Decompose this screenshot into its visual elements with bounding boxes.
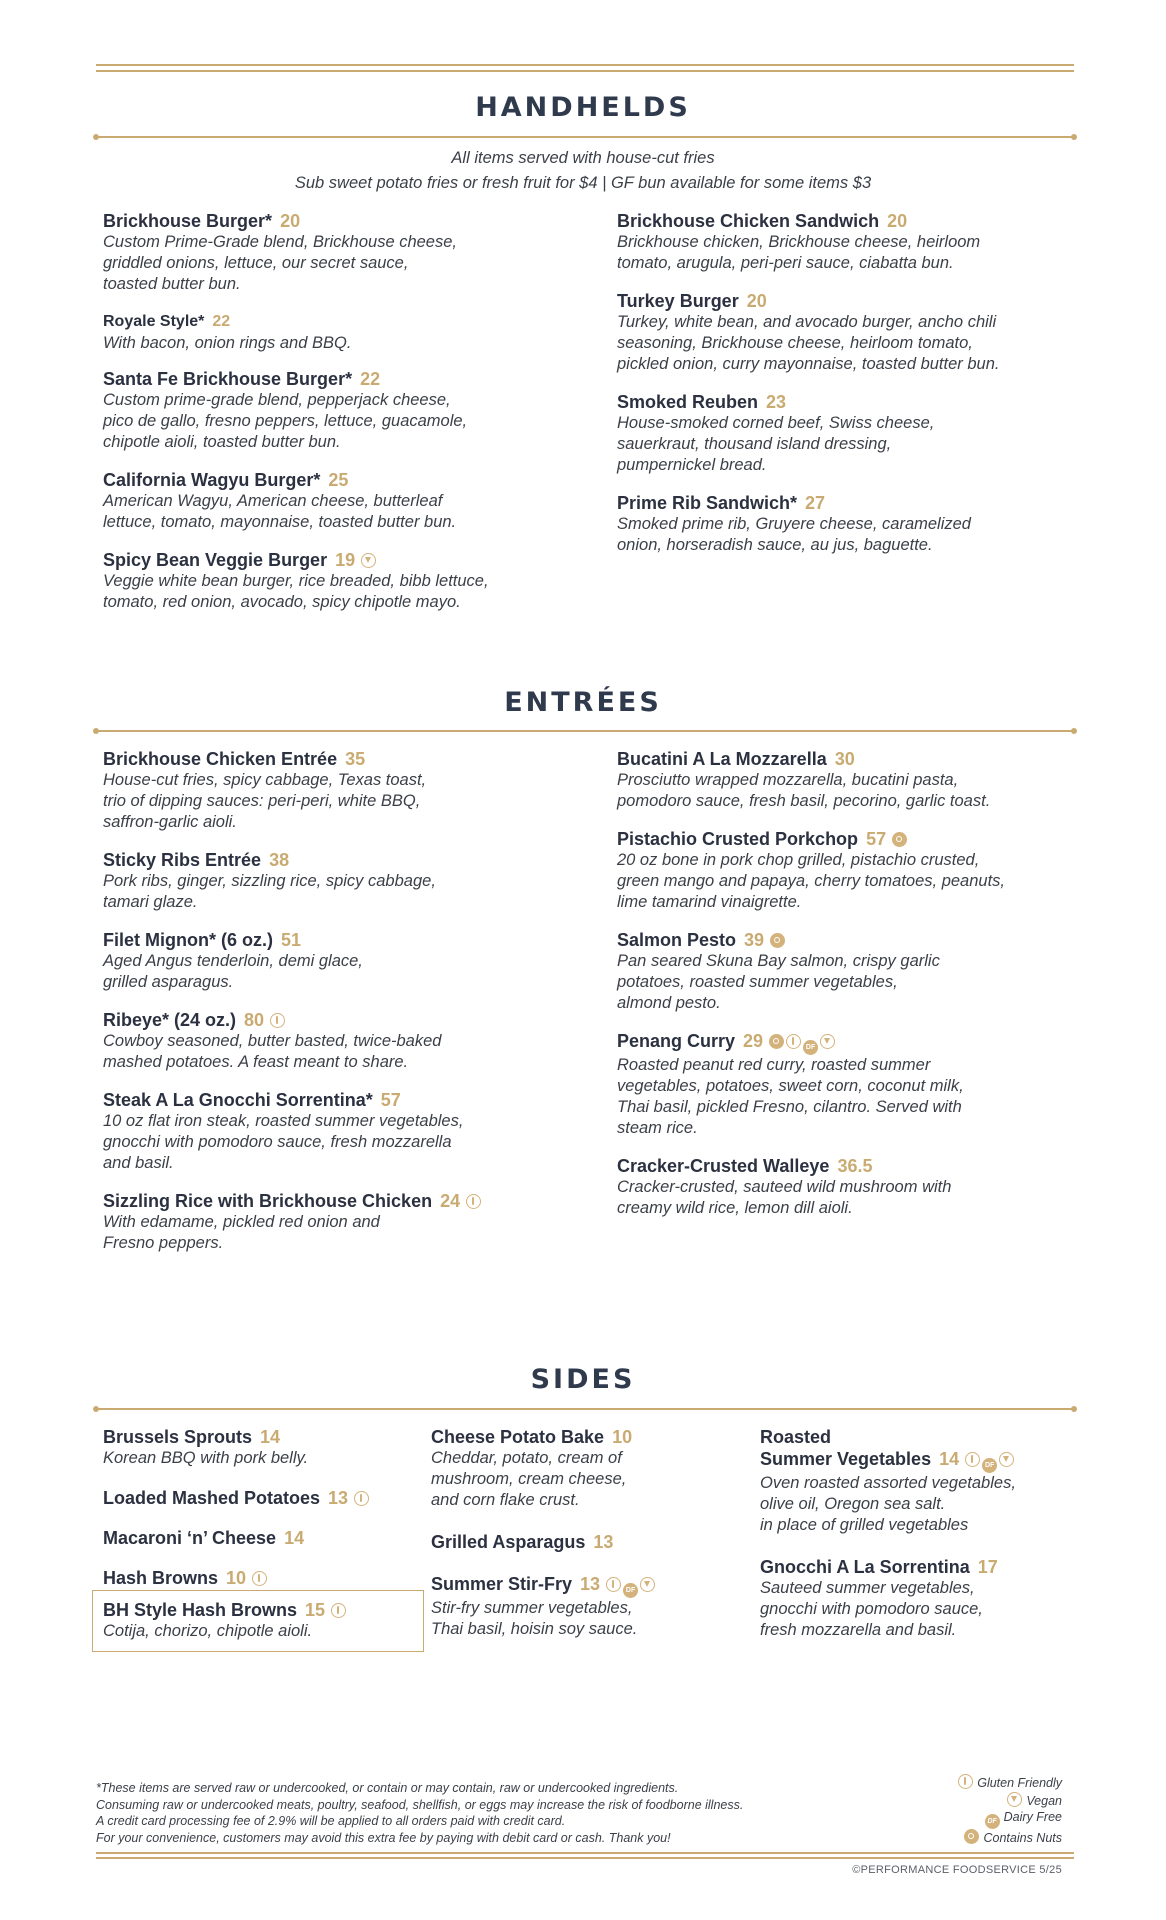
item-name: Turkey Burger [617,291,739,311]
item-name: Summer Stir-Fry [431,1574,573,1594]
item-description: seasoning, Brickhouse cheese, heirloom tomato, [617,334,973,352]
item-title-row [103,368,573,390]
item-name: Summer Vegetables [760,1449,932,1469]
legend-label: Gluten Friendly [977,1776,1062,1790]
item-description: pico de gallo, fresno peppers, lettuce, guacamole, [103,412,468,430]
item-price: 57 [380,1090,401,1110]
item-name: Brickhouse Chicken Sandwich [617,211,880,231]
menu-item [103,368,573,453]
menu-item [760,1556,1080,1641]
handhelds-right-column [617,210,1087,572]
menu-item [103,1567,423,1589]
dairy-free-icon: DF [985,1814,1000,1829]
item-description: 20 oz bone in pork chop grilled, pistachio crusted, [617,851,980,869]
item-title-row [103,1599,413,1621]
item-description: lettuce, tomato, mayonnaise, toasted butter bun. [103,513,457,531]
menu-item [103,1089,583,1174]
footnote [96,1780,743,1846]
item-description: Custom prime-grade blend, pepperjack cheese, [103,391,451,409]
item-price: 39 [744,930,765,950]
item-title-row [103,849,583,871]
item-description: Cowboy seasoned, butter basted, twice-baked [103,1032,442,1050]
item-description: and corn flake crust. [431,1491,580,1509]
item-description: Aged Angus tenderloin, demi glace, [103,952,363,970]
item-title-row [431,1573,731,1598]
item-description: Prosciutto wrapped mozzarella, bucatini pasta, [617,771,959,789]
legend-label: Contains Nuts [983,1831,1062,1845]
item-description: Cotija, chorizo, chipotle aioli. [103,1622,313,1640]
item-title-row [103,748,583,770]
copyright: ©PERFORMANCE FOODSERVICE 5/25 [852,1864,1062,1876]
item-price: 17 [977,1557,998,1577]
item-description: Turkey, white bean, and avocado burger, ancho chili [617,313,997,331]
item-description: tamari glaze. [103,893,198,911]
item-description: green mango and papaya, cherry tomatoes, peanuts, [617,872,1005,890]
gluten-friendly-icon [466,1194,481,1209]
item-description: Custom Prime-Grade blend, Brickhouse cheese, [103,233,457,251]
item-description: Korean BBQ with pork belly. [103,1449,309,1467]
menu-item [431,1573,731,1640]
item-price: 14 [260,1427,281,1447]
item-title-row [103,549,573,571]
menu-item [103,1009,583,1073]
boxed-item [92,1590,424,1652]
legend-label: Vegan [1026,1793,1062,1808]
item-description: olive oil, Oregon sea salt. [760,1495,946,1513]
item-price: 35 [345,749,366,769]
item-price: 25 [328,470,349,490]
item-description: Sauteed summer vegetables, [760,1579,975,1597]
item-description: trio of dipping sauces: peri-peri, white BBQ, [103,792,421,810]
menu-item [431,1426,731,1511]
footnote-line: For your convenience, customers may avoid this extra fee by paying with debit card or cash. Thank you! [96,1830,671,1845]
contains-nuts-icon [892,832,907,847]
dairy-free-icon: DF [803,1040,818,1055]
item-title-row [103,311,573,333]
contains-nuts-icon [769,1034,784,1049]
menu-item [103,311,573,354]
item-title-row [617,210,1087,232]
item-name: Penang Curry [617,1031,736,1051]
item-name: Santa Fe Brickhouse Burger* [103,369,353,389]
menu-item [617,748,1087,812]
item-description: lime tamarind vinaigrette. [617,893,802,911]
item-name: Cheese Potato Bake [431,1427,605,1447]
item-name: Cracker-Crusted Walleye [617,1156,830,1176]
item-price: 51 [280,930,302,950]
item-name: Filet Mignon* (6 oz.) [103,930,273,950]
section-rule [96,730,1074,732]
bottom-rule [96,1852,1074,1854]
item-description: saffron-garlic aioli. [103,813,237,831]
item-price: 14 [284,1528,305,1548]
menu-item [103,549,573,613]
item-price: 22 [212,313,231,330]
menu-item [617,290,1087,375]
item-description: Cheddar, potato, cream of [431,1449,622,1467]
gluten-friendly-icon [252,1571,267,1586]
sides-column-2 [431,1426,731,1660]
menu-item [617,1030,1087,1139]
legend-row [956,1829,1062,1847]
footnote-line: Consuming raw or undercooked meats, poultry, seafood, shellfish, or eggs may increase the risk of foodborne illness. [96,1797,744,1812]
item-title-row [760,1556,1080,1578]
item-name: Grilled Asparagus [431,1532,586,1552]
gluten-friendly-icon [786,1034,801,1049]
item-price: 22 [360,369,381,389]
item-description: Roasted peanut red curry, roasted summer [617,1056,931,1074]
section-rule [96,136,1074,138]
gluten-friendly-icon [331,1603,346,1618]
item-name: California Wagyu Burger* [103,470,321,490]
item-description: toasted butter bun. [103,275,241,293]
sides-column-1 [103,1426,423,1607]
item-description: steam rice. [617,1119,698,1137]
menu-item [103,748,583,833]
item-price: 13 [580,1574,601,1594]
item-name: Brussels Sprouts [103,1427,253,1447]
legend-label: Dairy Free [1003,1810,1062,1824]
contains-nuts-icon [770,933,785,948]
menu-item [617,391,1087,476]
item-description: creamy wild rice, lemon dill aioli. [617,1199,853,1217]
item-price: 20 [887,211,908,231]
item-title-row [103,1527,423,1549]
item-description: Stir-fry summer vegetables, [431,1599,633,1617]
gluten-friendly-icon [270,1013,285,1028]
section-title-entrees: ENTRÉES [504,687,662,718]
item-title-row [103,929,583,951]
item-name: Ribeye* (24 oz.) [103,1010,237,1030]
menu-item [617,929,1087,1014]
item-name: Bucatini A La Mozzarella [617,749,827,769]
item-description: fresh mozzarella and basil. [760,1621,957,1639]
gluten-friendly-icon [958,1774,973,1789]
item-name: Gnocchi A La Sorrentina [760,1557,970,1577]
item-title-row [431,1531,731,1553]
item-title-row [617,929,1087,951]
item-title-row [617,391,1087,413]
section-rule [96,1408,1074,1410]
item-title-row [103,1426,423,1448]
sides-column-3 [760,1426,1080,1661]
dairy-free-icon: DF [982,1458,997,1473]
legend [956,1774,1062,1847]
menu-item [103,929,583,993]
item-title-row [103,1190,583,1212]
item-price: 36.5 [837,1156,873,1176]
item-name: BH Style Hash Browns [103,1600,298,1620]
entrees-right-column [617,748,1087,1235]
item-description: almond pesto. [617,994,721,1012]
item-description: With edamame, pickled red onion and [103,1213,380,1231]
item-name: Pistachio Crusted Porkchop [617,829,859,849]
menu-item [103,210,573,295]
item-title-row [617,290,1087,312]
item-price: 13 [593,1532,614,1552]
handhelds-note-2: Sub sweet potato fries or fresh fruit for $4 | GF bun available for some items $3 [294,174,872,192]
gluten-friendly-icon [606,1577,621,1592]
item-description: 10 oz flat iron steak, roasted summer vegetables, [103,1112,464,1130]
item-title-row [103,1089,583,1111]
item-title-row [617,748,1087,770]
item-title-row [617,492,1087,514]
menu-item [103,1426,423,1469]
vegan-icon [820,1034,835,1049]
item-description: sauerkraut, thousand island dressing, [617,435,892,453]
item-description: potatoes, roasted summer vegetables, [617,973,898,991]
item-description: Fresno peppers. [103,1234,224,1252]
item-description: Veggie white bean burger, rice breaded, bibb lettuce, [103,572,489,590]
item-description: Thai basil, hoisin soy sauce. [431,1620,638,1638]
item-description: Brickhouse chicken, Brickhouse cheese, heirloom [617,233,981,251]
dairy-free-icon: DF [623,1583,638,1598]
item-description: pickled onion, curry mayonnaise, toasted butter bun. [617,355,1000,373]
menu-item [103,849,583,913]
item-price: 14 [939,1449,960,1469]
item-description: grilled asparagus. [103,973,234,991]
gluten-friendly-icon [354,1491,369,1506]
item-name: Prime Rib Sandwich* [617,493,798,513]
section-title-sides: SIDES [530,1364,636,1395]
item-description: in place of grilled vegetables [760,1516,969,1534]
item-name: Brickhouse Chicken Entrée [103,749,338,769]
item-title-row [617,1155,1087,1177]
bottom-rule [96,1857,1074,1859]
item-price: 20 [280,211,301,231]
item-name: Royale Style* [103,313,205,330]
item-name: Sticky Ribs Entrée [103,850,262,870]
handhelds-left-column [103,210,573,629]
vegan-icon [1007,1792,1022,1807]
legend-row [956,1792,1062,1810]
item-name: Salmon Pesto [617,930,737,950]
gluten-friendly-icon [965,1452,980,1467]
item-title-row [103,1009,583,1031]
item-description: tomato, red onion, avocado, spicy chipotle mayo. [103,593,461,611]
item-price: 38 [269,850,290,870]
menu-item [103,1599,413,1642]
item-price: 23 [766,392,787,412]
item-description: pumpernickel bread. [617,456,767,474]
item-name: Sizzling Rice with Brickhouse Chicken [103,1191,433,1211]
item-title-row [103,210,573,232]
boxed-item-content [103,1599,413,1642]
item-price: 27 [805,493,826,513]
item-description: House-smoked corned beef, Swiss cheese, [617,414,935,432]
item-description: gnocchi with pomodoro sauce, fresh mozzarella [103,1133,452,1151]
item-title-row [617,1030,1087,1055]
item-title-row [103,1567,423,1589]
item-title-row [760,1448,1080,1473]
item-description: mushroom, cream cheese, [431,1470,627,1488]
item-name: Brickhouse Burger* [103,211,273,231]
item-price: 24 [440,1191,461,1211]
vegan-icon [640,1577,655,1592]
item-name: Hash Browns [103,1568,219,1588]
item-description: onion, horseradish sauce, au jus, baguette. [617,536,933,554]
legend-row [956,1809,1062,1829]
menu-item [760,1426,1080,1536]
item-description: mashed potatoes. A feast meant to share. [103,1053,409,1071]
item-price: 10 [612,1427,633,1447]
section-title-handhelds: HANDHELDS [475,92,691,123]
item-price: 13 [328,1488,349,1508]
item-title-row [431,1426,731,1448]
item-name: Loaded Mashed Potatoes [103,1488,321,1508]
item-price: 10 [226,1568,247,1588]
item-name: Steak A La Gnocchi Sorrentina* [103,1090,373,1110]
item-title-row [103,1487,423,1509]
menu-item [103,1487,423,1509]
legend-row [956,1774,1062,1792]
item-description: Cracker-crusted, sauteed wild mushroom with [617,1178,952,1196]
item-description: Thai basil, pickled Fresno, cilantro. Served with [617,1098,962,1116]
item-description: House-cut fries, spicy cabbage, Texas toast, [103,771,427,789]
menu-item [617,1155,1087,1219]
item-price: 80 [244,1010,265,1030]
item-description: gnocchi with pomodoro sauce, [760,1600,983,1618]
item-title-row [103,469,573,491]
item-price: 30 [834,749,855,769]
handhelds-note-1: All items served with house-cut fries [451,149,715,167]
item-description: Smoked prime rib, Gruyere cheese, caramelized [617,515,971,533]
footnote-line: *These items are served raw or undercooked, or contain or may contain, raw or undercooked ingredients. [96,1781,679,1795]
contains-nuts-icon [964,1829,979,1844]
item-description: Pan seared Skuna Bay salmon, crispy garlic [617,952,940,970]
footnote-line: A credit card processing fee of 2.9% will be applied to all orders paid with credit card. [96,1814,566,1828]
item-title-row [617,828,1087,850]
item-description: griddled onions, lettuce, our secret sauce, [103,254,409,272]
menu-item [103,1190,583,1254]
menu-item [617,492,1087,556]
item-description: American Wagyu, American cheese, butterleaf [103,492,443,510]
item-name: Smoked Reuben [617,392,759,412]
vegan-icon [999,1452,1014,1467]
menu-item [103,469,573,533]
item-price: 15 [305,1600,326,1620]
item-price: 29 [743,1031,764,1051]
item-description: and basil. [103,1154,174,1172]
item-description: Pork ribs, ginger, sizzling rice, spicy cabbage, [103,872,436,890]
top-rule [96,64,1074,66]
item-price: 57 [866,829,887,849]
item-description: Oven roasted assorted vegetables, [760,1474,1016,1492]
menu-item [431,1531,731,1553]
item-name: Spicy Bean Veggie Burger [103,550,328,570]
item-price: 20 [746,291,767,311]
item-price: 19 [335,550,356,570]
menu-item [617,210,1087,274]
item-description: pomodoro sauce, fresh basil, pecorino, garlic toast. [617,792,991,810]
item-name: Macaroni ‘n’ Cheese [103,1528,277,1548]
menu-item [103,1527,423,1549]
item-name: Roasted [760,1427,832,1447]
top-rule [96,70,1074,72]
vegan-icon [361,553,376,568]
item-description: chipotle aioli, toasted butter bun. [103,433,341,451]
item-description: With bacon, onion rings and BBQ. [103,334,352,352]
item-description: tomato, arugula, peri-peri sauce, ciabatta bun. [617,254,954,272]
menu-item [617,828,1087,913]
item-description: vegetables, potatoes, sweet corn, coconut milk, [617,1077,964,1095]
entrees-left-column [103,748,583,1270]
